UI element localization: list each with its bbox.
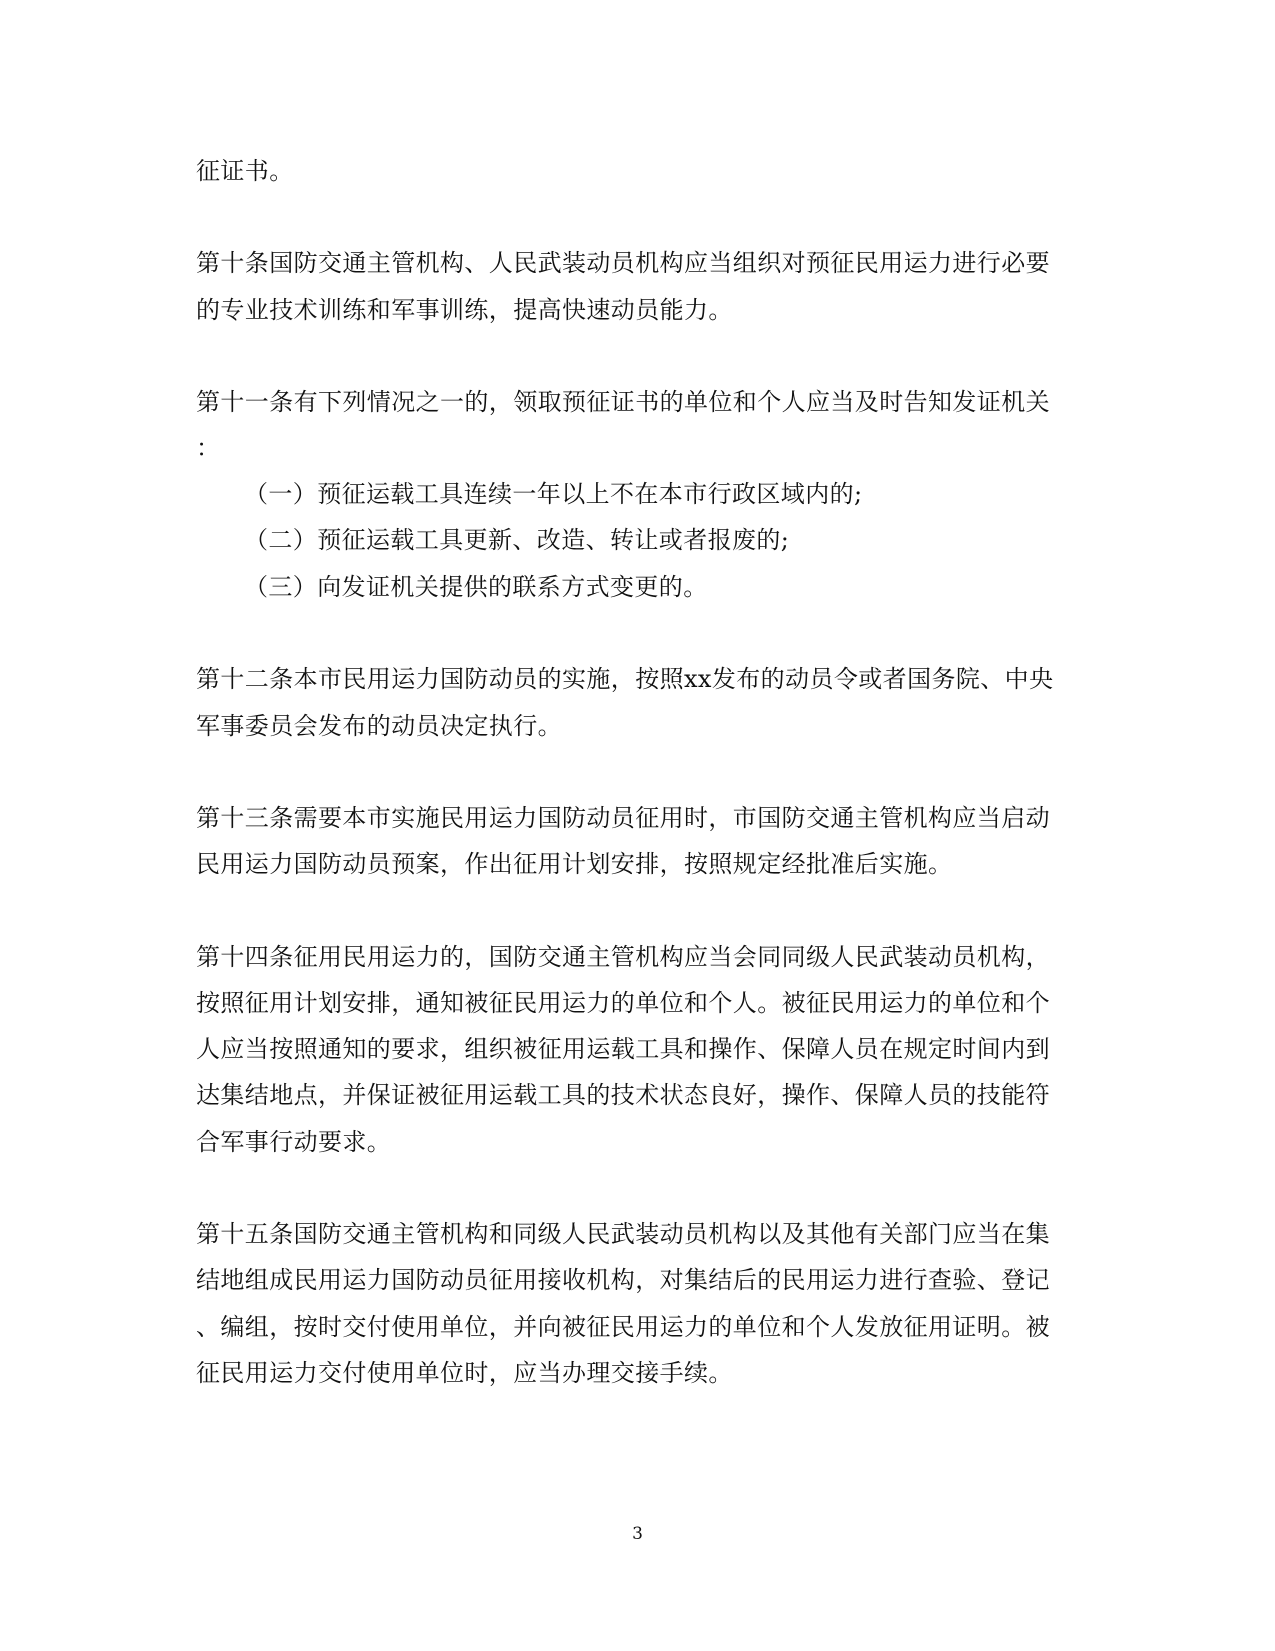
text-line: 征民用运力交付使用单位时，应当办理交接手续。: [196, 1359, 733, 1387]
text-line: 、编组，按时交付使用单位，并向被征民用运力的单位和个人发放征用证明。被: [196, 1313, 1050, 1341]
page-number: 3: [632, 1524, 643, 1544]
text-line: 第十三条需要本市实施民用运力国防动员征用时，市国防交通主管机构应当启动: [196, 804, 1050, 832]
text-line: 达集结地点，并保证被征用运载工具的技术状态良好，操作、保障人员的技能符: [196, 1081, 1050, 1109]
list-item: （二）预征运载工具更新、改造、转让或者报废的;: [244, 526, 790, 554]
text-line: 人应当按照通知的要求，组织被征用运载工具和操作、保障人员在规定时间内到: [196, 1035, 1050, 1063]
text-line: ：: [196, 434, 221, 462]
list-item: （一）预征运载工具连续一年以上不在本市行政区域内的;: [244, 480, 863, 508]
text-line: 第十五条国防交通主管机构和同级人民武装动员机构以及其他有关部门应当在集: [196, 1220, 1050, 1248]
text-line: 军事委员会发布的动员决定执行。: [196, 712, 562, 740]
text-line: 第十一条有下列情况之一的，领取预征证书的单位和个人应当及时告知发证机关: [196, 388, 1050, 416]
text-line: 第十四条征用民用运力的，国防交通主管机构应当会同同级人民武装动员机构，: [196, 943, 1050, 971]
text-line: 第十二条本市民用运力国防动员的实施，按照xx发布的动员令或者国务院、中央: [196, 665, 1054, 693]
text-line: 按照征用计划安排，通知被征民用运力的单位和个人。被征民用运力的单位和个: [196, 989, 1050, 1017]
text-line: 征证书。: [196, 157, 294, 185]
text-line: 民用运力国防动员预案，作出征用计划安排，按照规定经批准后实施。: [196, 850, 953, 878]
text-line: 结地组成民用运力国防动员征用接收机构，对集结后的民用运力进行查验、登记: [196, 1266, 1050, 1294]
text-line: 合军事行动要求。: [196, 1128, 392, 1156]
text-line: 第十条国防交通主管机构、人民武装动员机构应当组织对预征民用运力进行必要: [196, 249, 1050, 277]
text-line: 的专业技术训练和军事训练，提高快速动员能力。: [196, 296, 733, 324]
list-item: （三）向发证机关提供的联系方式变更的。: [244, 573, 708, 601]
